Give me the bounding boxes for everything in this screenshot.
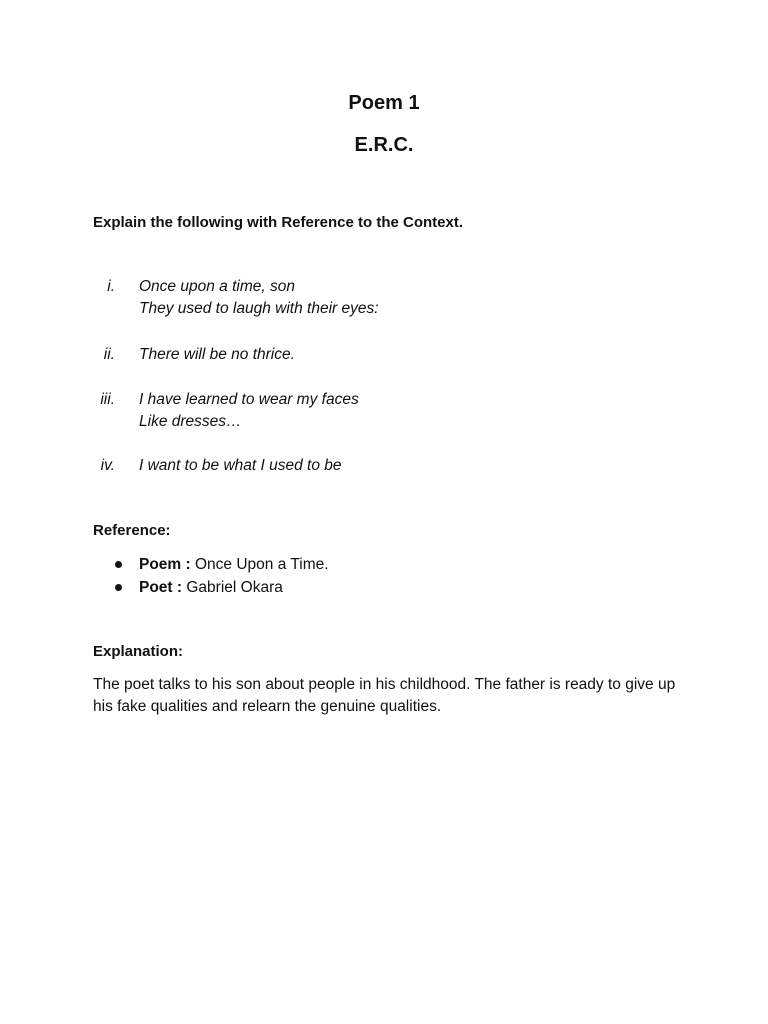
reference-poet-row: [115, 576, 615, 599]
instruction-heading: Explain the following with Reference to the Context.: [93, 214, 464, 231]
poet-value: Gabriel Okara: [186, 579, 283, 596]
page-subtitle: E.R.C.: [354, 134, 414, 156]
reference-poet: [139, 576, 283, 599]
item-line: Like dresses…: [139, 413, 242, 430]
item-line: I have learned to wear my faces: [139, 391, 359, 408]
item-line: There will be no thrice.: [139, 346, 295, 363]
item-line: Once upon a time, son: [139, 278, 295, 295]
bullet-icon: [115, 561, 122, 568]
item-text: [139, 276, 659, 320]
page-title: Poem 1: [348, 92, 420, 114]
poet-label: Poet :: [139, 579, 183, 596]
reference-poem: [139, 553, 329, 576]
reference-heading: Reference:: [93, 522, 171, 539]
item-numeral: i.: [107, 278, 115, 295]
item-line: I want to be what I used to be: [139, 457, 342, 474]
reference-poem-row: [115, 553, 615, 576]
item-numeral: iv.: [100, 457, 115, 474]
poem-value: Once Upon a Time.: [195, 556, 329, 573]
explanation-text: The poet talks to his son about people in his childhood. The father is ready to give up his fake qualities and relearn the genuine qualities.: [93, 676, 676, 715]
reference-list: [115, 553, 615, 599]
item-numeral: ii.: [103, 346, 115, 363]
item-line: They used to laugh with their eyes:: [139, 300, 379, 317]
item-text: [139, 455, 659, 477]
item-text: [139, 344, 659, 366]
bullet-icon: [115, 584, 122, 591]
item-numeral: iii.: [100, 391, 115, 408]
explanation-heading: Explanation:: [93, 643, 184, 660]
item-text: [139, 389, 659, 433]
poem-label: Poem :: [139, 556, 191, 573]
